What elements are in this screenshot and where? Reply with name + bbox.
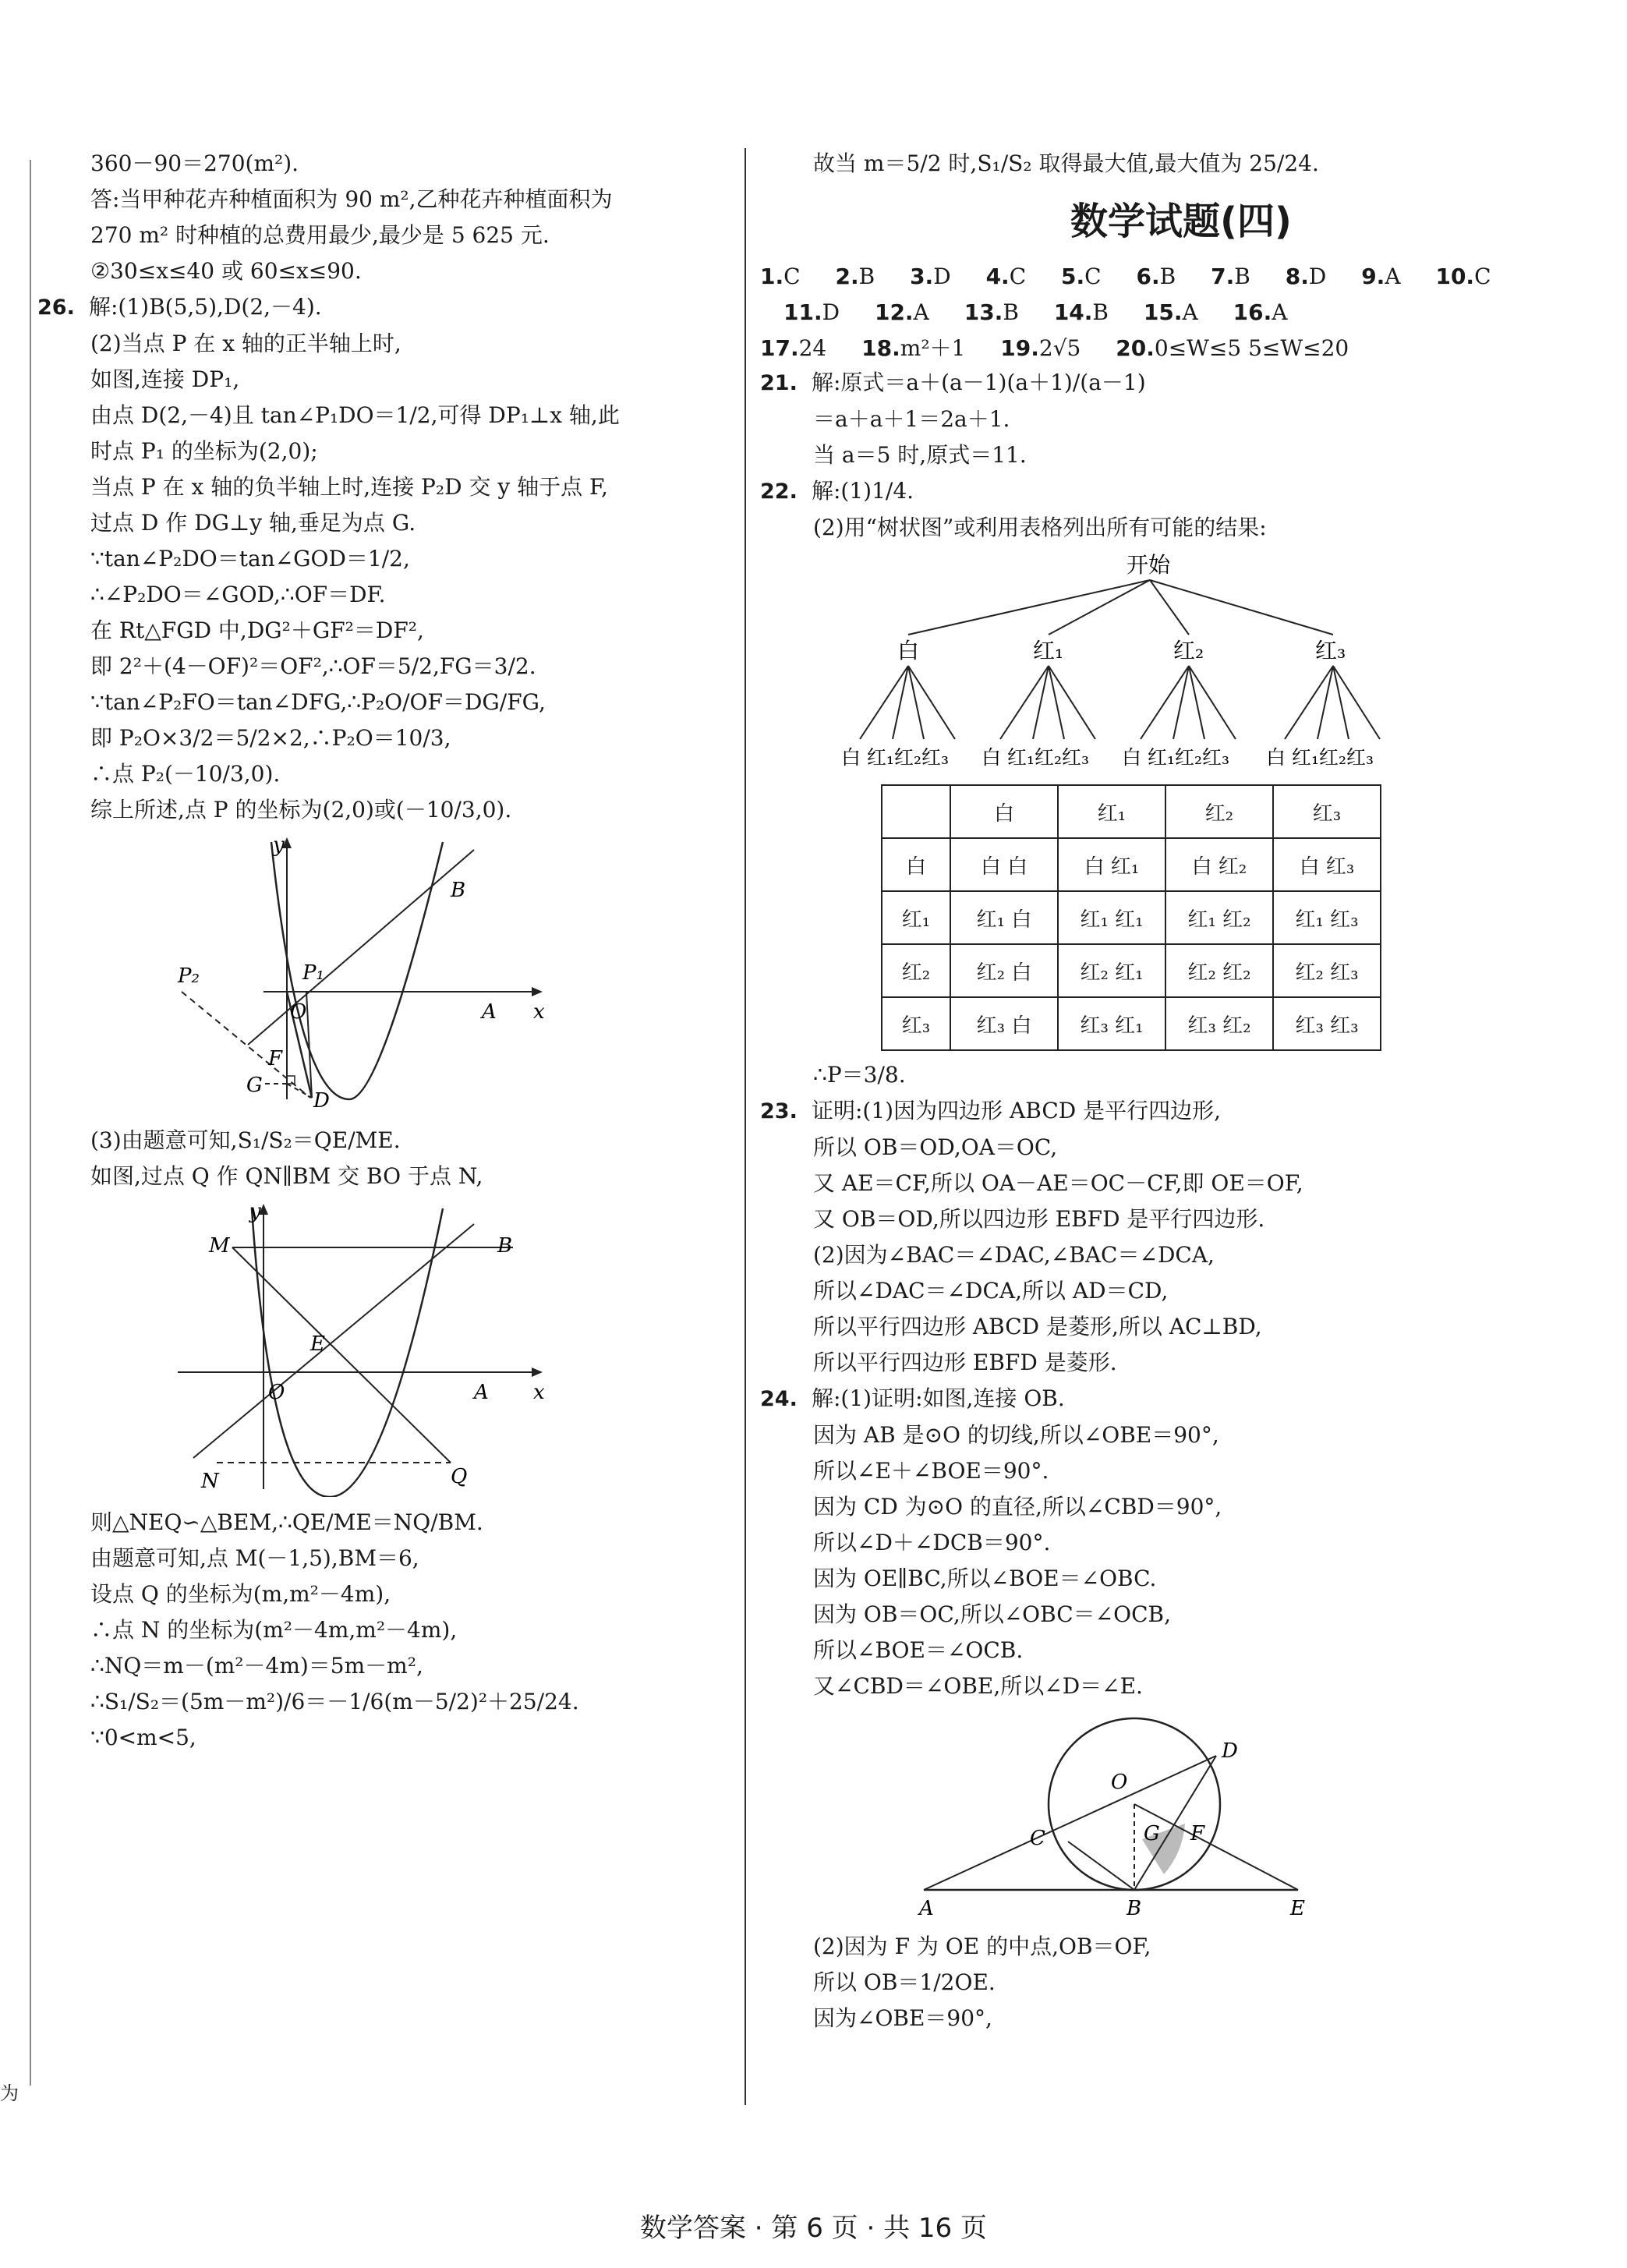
question-22-line: 22. 解:(1)1/4. <box>760 478 914 504</box>
text-line: 因为 OB＝OC,所以∠OBC＝∠OCB, <box>813 1601 1171 1627</box>
text-line: (2)因为∠BAC＝∠DAC,∠BAC＝∠DCA, <box>813 1242 1215 1268</box>
table-cell: 红₁ 红₁ <box>1058 891 1165 944</box>
margin-line <box>30 160 31 2086</box>
text-line: ②30≤x≤40 或 60≤x≤90. <box>90 258 362 284</box>
table-cell: 红₂ 白 <box>950 944 1058 997</box>
text-line: ∵tan∠P₂DO＝tan∠GOD＝1/2, <box>90 546 410 571</box>
table-cell: 红₃ 白 <box>950 997 1058 1050</box>
text-line: 在 Rt△FGD 中,DG²＋GF²＝DF², <box>90 617 424 643</box>
text-line: ∴点 P₂(－10/3,0). <box>90 761 281 787</box>
table-row <box>882 944 1381 997</box>
text-line: 因为 CD 为⊙O 的直径,所以∠CBD＝90°, <box>813 1494 1222 1520</box>
text-line: 因为 OE∥BC,所以∠BOE＝∠OBC. <box>813 1566 1157 1591</box>
text-line: 则△NEQ∽△BEM,∴QE/ME＝NQ/BM. <box>90 1509 483 1535</box>
section-title: 数学试题(四) <box>1070 200 1292 243</box>
text-line: ∴S₁/S₂＝(5m－m²)/6＝－1/6(m－5/2)²＋25/24. <box>90 1689 579 1714</box>
text-line: 当点 P 在 x 轴的负半轴上时,连接 P₂D 交 y 轴于点 F, <box>90 474 608 500</box>
text-line: (3)由题意可知,S₁/S₂＝QE/ME. <box>90 1127 401 1153</box>
table-cell: 红₃ 红₁ <box>1058 997 1165 1050</box>
tree-leaves: 白 红₁红₂红₃ <box>1266 746 1374 769</box>
table-cell: 白 红₂ <box>1165 838 1273 891</box>
text-line: 因为∠OBE＝90°, <box>813 2005 992 2031</box>
answer-item: 20.0≤W≤5 5≤W≤20 <box>1116 335 1349 361</box>
fig1-label-P2: P₂ <box>178 964 200 988</box>
text-line: 答:当甲种花卉种植面积为 90 m²,乙种花卉种植面积为 <box>90 186 613 212</box>
text-line: 所以 OB＝OD,OA＝OC, <box>813 1134 1058 1160</box>
answer-item: 12.A <box>874 299 929 325</box>
question-24-line: 24. 解:(1)证明:如图,连接 OB. <box>760 1385 1065 1411</box>
text-line: 所以∠D＋∠DCB＝90°. <box>813 1530 1051 1555</box>
answer-item: 6.B <box>1136 264 1176 289</box>
text-line: 360－90＝270(m²). <box>90 150 299 176</box>
answer-item: 1.C <box>760 264 801 289</box>
right-column <box>760 152 1602 2043</box>
table-cell: 红₃ 红₃ <box>1273 997 1381 1050</box>
fig1-label-O: O <box>290 1000 307 1024</box>
column-divider <box>745 148 746 2105</box>
fig2-label-N: N <box>201 1470 219 1493</box>
answer-item: 18.m²＋1 <box>861 335 966 361</box>
question-23-line: 23. 证明:(1)因为四边形 ABCD 是平行四边形, <box>760 1098 1221 1123</box>
fig2-label-Q: Q <box>451 1465 468 1488</box>
table-cell: 红₃ <box>1273 785 1381 838</box>
text-line: 设点 Q 的坐标为(m,m²－4m), <box>90 1581 391 1607</box>
answer-row-1 <box>760 264 1602 290</box>
answer-item: 4.C <box>985 264 1027 289</box>
text-line: (2)用“树状图”或利用表格列出所有可能的结果: <box>813 515 1267 540</box>
answer-item: 16.A <box>1233 299 1288 325</box>
text-line: 所以∠BOE＝∠OCB. <box>813 1637 1024 1663</box>
fig3-label-G: G <box>1144 1822 1160 1845</box>
fig2-label-E: E <box>310 1332 325 1356</box>
answer-item: 7.B <box>1211 264 1250 289</box>
fig1-label-P1: P₁ <box>302 961 324 985</box>
text-line: 所以∠E＋∠BOE＝90°. <box>813 1458 1049 1484</box>
text-line: 所以 OB＝1/2OE. <box>813 1969 996 1995</box>
tree-leaves: 白 红₁红₂红₃ <box>1122 746 1230 769</box>
text-line: ∵tan∠P₂FO＝tan∠DFG,∴P₂O/OF＝DG/FG, <box>90 689 546 715</box>
text-line: ∵0<m<5, <box>90 1725 196 1750</box>
tree-leaves: 白 红₁红₂红₃ <box>841 746 950 769</box>
fig3-label-F: F <box>1190 1822 1205 1845</box>
tree-node: 红₁ <box>1033 638 1064 663</box>
text-line: 即 2²＋(4－OF)²＝OF²,∴OF＝5/2,FG＝3/2. <box>90 653 536 679</box>
tree-leaves: 白 红₁红₂红₃ <box>982 746 1090 769</box>
tree-root: 开始 <box>1127 552 1171 578</box>
table-cell: 白 红₃ <box>1273 838 1381 891</box>
question-21-line: 21. 解:原式＝a＋(a－1)(a＋1)/(a－1) <box>760 370 1146 395</box>
text-line: ∴点 N 的坐标为(m²－4m,m²－4m), <box>90 1617 458 1643</box>
answer-item: 11.D <box>783 299 840 325</box>
answer-item: 17.24 <box>760 335 827 361</box>
answer-item: 19.2√5 <box>1000 335 1081 361</box>
fig2-label-B: B <box>497 1234 513 1258</box>
parabola-figure-1 <box>37 834 731 1115</box>
answer-item: 2.B <box>835 264 875 289</box>
fig1-label-D: D <box>313 1089 330 1113</box>
table-cell <box>882 785 950 838</box>
text-line: ＝a＋a＋1＝2a＋1. <box>813 406 1010 432</box>
text-line: 又 OB＝OD,所以四边形 EBFD 是平行四边形. <box>813 1206 1265 1232</box>
fig1-label-F: F <box>268 1047 283 1070</box>
answer-item: 3.D <box>910 264 951 289</box>
text-line: 所以平行四边形 ABCD 是菱形,所以 AC⊥BD, <box>813 1314 1262 1339</box>
question-number: 23. <box>760 1099 798 1123</box>
fig1-label-G: G <box>246 1074 263 1097</box>
text-line: 过点 D 作 DG⊥y 轴,垂足为点 G. <box>90 510 416 536</box>
fig1-label-B: B <box>451 879 466 902</box>
text-line: (2)当点 P 在 x 轴的正半轴上时, <box>90 331 401 356</box>
text-line: 所以平行四边形 EBFD 是菱形. <box>813 1350 1117 1375</box>
answer-item: 8.D <box>1285 264 1327 289</box>
probability-table <box>881 784 1381 1051</box>
table-cell: 红₁ <box>882 891 950 944</box>
answer-item: 5.C <box>1061 264 1102 289</box>
fig2-label-O: O <box>268 1381 285 1404</box>
table-cell: 红₁ 白 <box>950 891 1058 944</box>
fig1-label-x: x <box>533 1000 545 1024</box>
answer-row-2 <box>760 299 1602 326</box>
text-line: 由题意可知,点 M(－1,5),BM＝6, <box>90 1545 419 1571</box>
tree-node: 红₃ <box>1315 638 1346 663</box>
parabola-figure-2 <box>37 1201 731 1497</box>
question-number: 21. <box>760 371 798 395</box>
answer-item: 10.C <box>1435 264 1491 289</box>
fig2-label-M: M <box>209 1234 230 1258</box>
fig3-label-C: C <box>1030 1827 1045 1850</box>
table-cell: 白 红₁ <box>1058 838 1165 891</box>
table-cell: 白 <box>950 785 1058 838</box>
left-column <box>37 152 731 1762</box>
text-line: 270 m² 时种植的总费用最少,最少是 5 625 元. <box>90 222 550 248</box>
text-line: ∴P＝3/8. <box>813 1062 906 1088</box>
table-cell: 红₂ <box>882 944 950 997</box>
text-line: (2)因为 F 为 OE 的中点,OB＝OF, <box>813 1934 1151 1959</box>
fig3-label-O: O <box>1111 1771 1128 1794</box>
text-line: 又 AE＝CF,所以 OA－AE＝OC－CF,即 OE＝OF, <box>813 1170 1303 1196</box>
text-line: 又∠CBD＝∠OBE,所以∠D＝∠E. <box>813 1673 1143 1699</box>
table-cell: 白 白 <box>950 838 1058 891</box>
answer-item: 14.B <box>1053 299 1109 325</box>
table-cell: 红₂ <box>1165 785 1273 838</box>
table-cell: 红₂ 红₂ <box>1165 944 1273 997</box>
text-line: 所以∠DAC＝∠DCA,所以 AD＝CD, <box>813 1278 1169 1304</box>
fig2-label-A: A <box>474 1381 489 1404</box>
question-number: 26. <box>37 295 75 320</box>
side-mark: 为 <box>0 2082 19 2104</box>
page-footer: 数学答案 · 第 6 页 · 共 16 页 <box>640 2213 987 2244</box>
tree-node: 白 <box>897 638 920 663</box>
text-line: 如图,过点 Q 作 QN∥BM 交 BO 于点 N, <box>90 1163 483 1189</box>
tree-node: 红₂ <box>1173 638 1204 663</box>
table-row <box>882 997 1381 1050</box>
text-line: 时点 P₁ 的坐标为(2,0); <box>90 438 318 464</box>
table-cell: 红₂ 红₃ <box>1273 944 1381 997</box>
fig2-label-y: y <box>249 1201 261 1223</box>
text-line: 即 P₂O×3/2＝5/2×2,∴P₂O＝10/3, <box>90 725 451 751</box>
table-row <box>882 891 1381 944</box>
table-cell: 白 <box>882 838 950 891</box>
text-line: 如图,连接 DP₁, <box>90 366 240 392</box>
question-number: 24. <box>760 1387 798 1411</box>
fig3-label-E: E <box>1290 1897 1305 1920</box>
fig3-label-D: D <box>1222 1739 1238 1763</box>
text-line: ∴NQ＝m－(m²－4m)＝5m－m², <box>90 1653 423 1679</box>
text-line: 由点 D(2,－4)且 tan∠P₁DO＝1/2,可得 DP₁⊥x 轴,此 <box>90 402 620 428</box>
tree-diagram <box>760 552 1602 770</box>
question-number: 22. <box>760 479 798 504</box>
answer-item: 9.A <box>1361 264 1401 289</box>
table-cell: 红₃ <box>882 997 950 1050</box>
table-cell: 红₂ 红₁ <box>1058 944 1165 997</box>
fig2-label-x: x <box>533 1381 545 1404</box>
text-line: 故当 m＝5/2 时,S₁/S₂ 取得最大值,最大值为 25/24. <box>813 150 1319 176</box>
table-cell: 红₁ 红₂ <box>1165 891 1273 944</box>
text-line: 综上所述,点 P 的坐标为(2,0)或(－10/3,0). <box>90 797 512 823</box>
table-cell: 红₁ 红₃ <box>1273 891 1381 944</box>
text-line: ∴∠P₂DO＝∠GOD,∴OF＝DF. <box>90 582 386 607</box>
question-26-line: 26. 解:(1)B(5,5),D(2,－4). <box>37 294 322 320</box>
answer-item: 15.A <box>1143 299 1198 325</box>
table-row <box>882 785 1381 838</box>
table-cell: 红₁ <box>1058 785 1165 838</box>
text-line: 因为 AB 是⊙O 的切线,所以∠OBE＝90°, <box>813 1422 1219 1448</box>
fig1-label-y: y <box>273 834 285 857</box>
fig3-label-A: A <box>919 1897 934 1920</box>
answer-item: 13.B <box>964 299 1019 325</box>
text-line: 当 a＝5 时,原式＝11. <box>813 442 1027 468</box>
fig3-label-B: B <box>1127 1897 1142 1920</box>
fig1-label-A: A <box>482 1000 497 1024</box>
answer-row-3 <box>760 335 1602 362</box>
circle-tangent-figure <box>760 1711 1602 1921</box>
table-row <box>882 838 1381 891</box>
table-cell: 红₃ 红₂ <box>1165 997 1273 1050</box>
